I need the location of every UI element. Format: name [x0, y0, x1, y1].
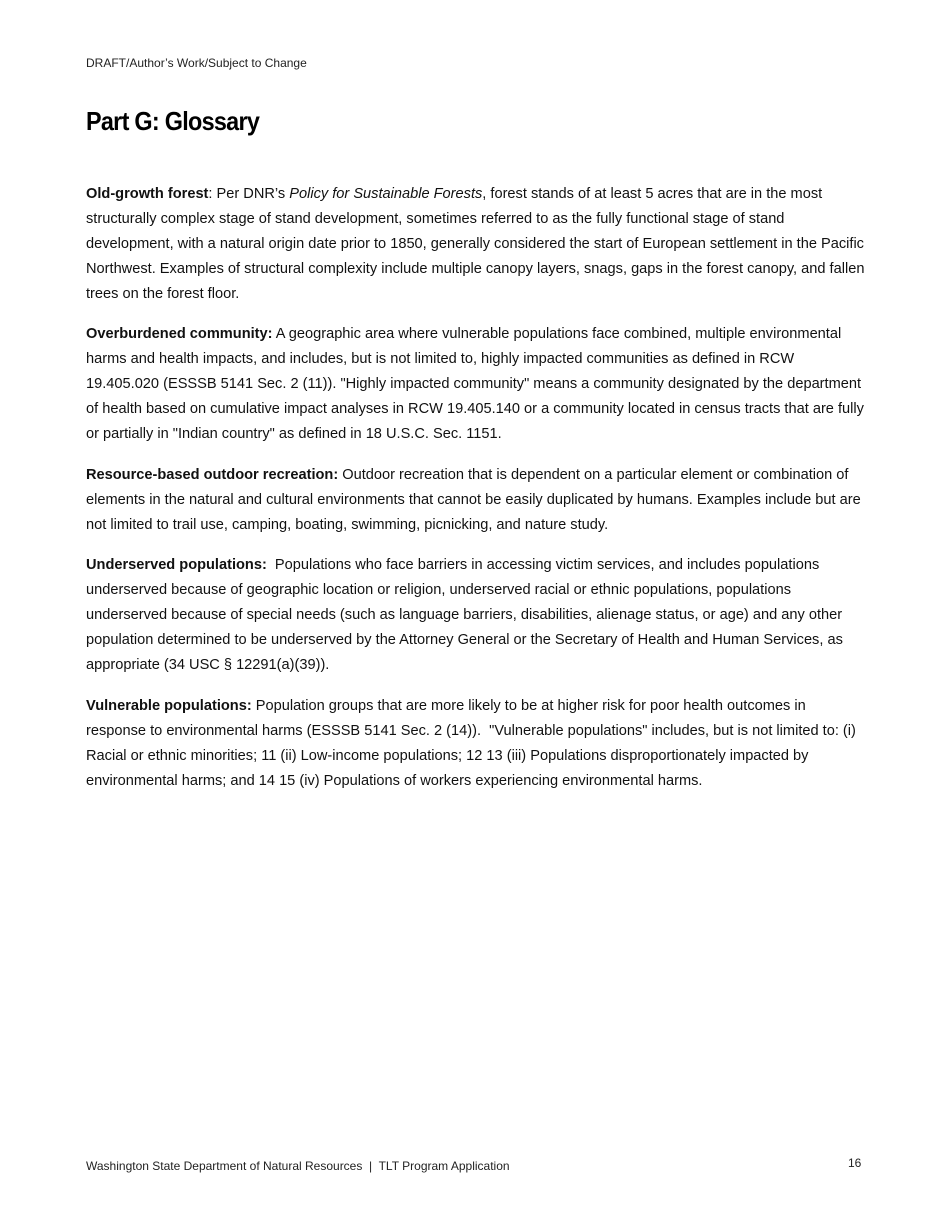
page-number: 16	[848, 1156, 862, 1170]
policy-title: Policy for Sustainable Forests	[289, 186, 483, 202]
glossary-entry-old-growth-forest	[86, 182, 866, 307]
glossary-entry-overburdened-community	[86, 322, 866, 447]
glossary-list	[86, 182, 866, 794]
glossary-definition: , forest stands of at least 5 acres that are in the most structurally complex stage of stand development, sometimes referred to as the fully functional stage of stand development, with a natural origin date prior to 1850, generally considered the start of European settlement in the Pacific Northwest. Examples of structural complexity include multiple canopy layers, snags, gaps in the forest canopy, and fallen trees on the forest floor.	[86, 186, 865, 302]
footer-organization: Washington State Department of Natural Resources | TLT Program Application	[86, 1159, 510, 1173]
draft-header-note: DRAFT/Author’s Work/Subject to Change	[86, 56, 307, 70]
glossary-entry-vulnerable-populations	[86, 694, 866, 794]
glossary-term: Old-growth forest	[86, 186, 209, 202]
glossary-definition: Populations who face barriers in accessing victim services, and includes populations underserved because of geographic location or religion, underserved racial or ethnic populations, populations underserved because of special needs (such as language barriers, disabilities, alienage status, or age) and any other population determined to be underserved by the Attorney General or the Secretary of Health and Human Services, as appropriate (34 USC § 12291(a)(39)).	[86, 557, 843, 673]
glossary-definition: A geographic area where vulnerable populations face combined, multiple environmental harms and health impacts, and includes, but is not limited to, highly impacted communities as defined in RCW 19.405.020 (ESSSB 5141 Sec. 2 (11)). "Highly impacted community" means a community designated by the department of health based on cumulative impact analyses in RCW 19.405.140 or a community located in census tracts that are fully or partially in "Indian country" as defined in 18 U.S.C. Sec. 1151.	[86, 326, 864, 442]
glossary-definition: Population groups that are more likely to be at higher risk for poor health outcomes in response to environmental harms (ESSSB 5141 Sec. 2 (14)). "Vulnerable populations" includes, but is not limited to: (i) Racial or ethnic minorities; 11 (ii) Low-income populations; 12 13 (iii) Populations disproportionately impacted by environmental harms; and 14 15 (iv) Populations of workers experiencing environmental harms.	[86, 698, 856, 789]
glossary-definition-intro: Per DNR’s	[216, 186, 290, 202]
glossary-term: Resource-based outdoor recreation:	[86, 467, 339, 483]
page-title: Part G: Glossary	[86, 106, 260, 136]
glossary-term-separator: :	[208, 186, 217, 202]
glossary-entry-resource-based-outdoor-recreation	[86, 463, 866, 538]
glossary-definition: Outdoor recreation that is dependent on a particular element or combination of elements in the natural and cultural environments that cannot be easily duplicated by humans. Examples include but are not limited to trail use, camping, boating, swimming, picnicking, and nature study.	[86, 467, 861, 533]
glossary-term: Vulnerable populations:	[86, 698, 252, 714]
glossary-term: Underserved populations:	[86, 557, 267, 573]
glossary-term: Overburdened community:	[86, 326, 273, 342]
glossary-entry-underserved-populations	[86, 553, 866, 678]
